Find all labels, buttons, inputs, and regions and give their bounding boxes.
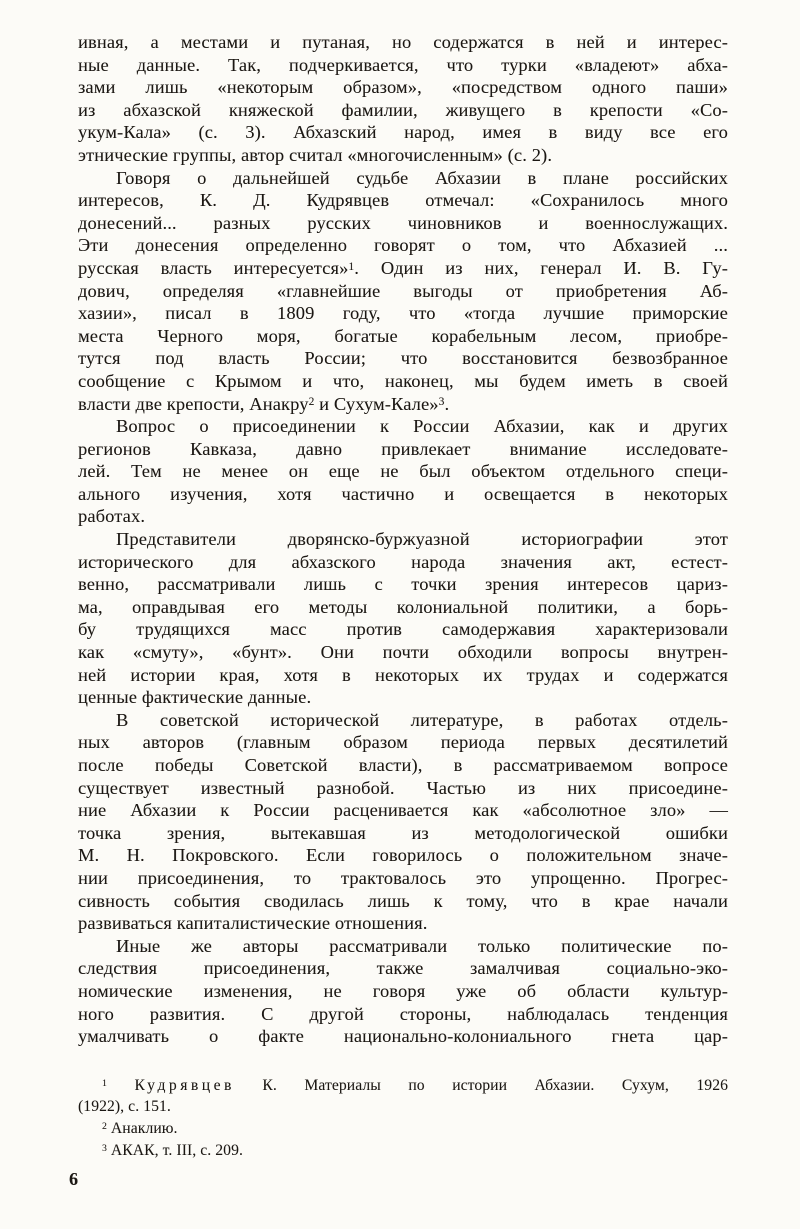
text-segment: (1922), с. 151.: [78, 1098, 171, 1116]
text-line: [78, 438, 728, 461]
text-segment: укум-Кала» (с. 3). Абхазский народ, имея в виду все его: [78, 122, 728, 143]
text-segment: бу трудящихся масс против самодержавия характеризовали: [78, 619, 728, 640]
text-segment: после победы Советской власти), в рассматриваемом вопросе: [78, 755, 728, 775]
text-segment: сообщение с Крымом и что, наконец, мы будем иметь в своей: [78, 370, 728, 391]
text-segment: номические изменения, не говоря уже об области культур-: [78, 980, 728, 1001]
text-line: [78, 641, 728, 664]
text-line: [78, 754, 728, 777]
text-segment: АКАК, т. III, с. 209.: [106, 1141, 243, 1159]
text-line: [78, 302, 728, 325]
text-segment: развиваться капиталистические отношения.: [78, 913, 428, 934]
text-segment: ного развития. С другой стороны, наблюдалась тенденция: [78, 1003, 728, 1024]
text-line: [78, 912, 728, 935]
text-segment: дович, определяя «главнейшие выгоды от приобретения Аб-: [78, 280, 728, 301]
footnotes: [78, 1075, 728, 1161]
body-text: [78, 31, 728, 1048]
text-segment: работах.: [78, 506, 146, 527]
text-segment: ма, оправдывая его методы колониальной политики, а борь-: [78, 596, 728, 617]
text-segment: . Один из них, генерал И. В. Гу-: [354, 257, 728, 278]
text-line: [78, 935, 728, 958]
text-line: [78, 347, 728, 370]
footnote-ref: 1: [102, 1078, 107, 1090]
text-segment: точка зрения, вытекавшая из методологической ошибки: [78, 822, 728, 843]
text-segment: сивность события сводилась лишь к тому, что в крае начали: [78, 890, 728, 911]
page-number: 6: [69, 1169, 78, 1189]
text-line: [78, 1140, 728, 1162]
text-line: [78, 573, 728, 596]
text-line: [78, 686, 728, 709]
text-segment: ней истории края, хотя в некоторых их трудах и содержатся: [78, 664, 728, 685]
text-line: [78, 551, 728, 574]
text-segment: регионов Кавказа, давно привлекает внимание исследовате-: [78, 438, 728, 459]
footnote-ref: 3: [438, 396, 445, 409]
text-segment: Иные же авторы рассматривали только политические по-: [116, 935, 728, 956]
text-line: [78, 280, 728, 303]
text-segment: донесений... разных русских чиновников и военнослужащих.: [78, 212, 728, 233]
footnote-ref: 1: [348, 260, 355, 273]
text-line: [78, 957, 728, 980]
text-segment: умалчивать о факте национально-колониального гнета цар-: [78, 1026, 728, 1047]
text-segment: Анаклию.: [106, 1119, 178, 1137]
text-segment: венно, рассматривали лишь с точки зрения интересов цариз-: [78, 574, 728, 595]
text-line: [78, 709, 728, 732]
text-line: [78, 596, 728, 619]
text-segment: и Сухум-Кале»: [314, 393, 439, 414]
text-line: [78, 618, 728, 641]
text-segment: Эти донесения определенно говорят о том, что Абхазией ...: [78, 235, 728, 256]
text-line: [78, 370, 728, 393]
text-line: [78, 460, 728, 483]
text-segment: Представители дворянско-буржуазной историографии этот: [116, 529, 728, 550]
text-line: [78, 234, 728, 257]
text-segment: нии присоединения, то трактовалось это упрощенно. Прогрес-: [78, 867, 728, 888]
text-line: [78, 76, 728, 99]
text-segment: исторического для абхазского народа значения акт, естест-: [78, 551, 728, 572]
text-segment: тутся под власть России; что восстановится безвозбранное: [78, 348, 728, 369]
text-line: [78, 121, 728, 144]
text-line: [78, 1118, 728, 1140]
footnote-ref: 3: [102, 1142, 107, 1154]
text-segment: лей. Тем не менее он еще не был объектом отдельного специ-: [78, 461, 728, 482]
text-block: [78, 31, 728, 1161]
text-segment: ных авторов (главным образом периода первых десятилетий: [78, 732, 728, 753]
text-segment: этнические группы, автор считал «многочисленным» (с. 2).: [78, 144, 553, 165]
text-line: [78, 890, 728, 913]
text-line: [78, 799, 728, 822]
text-segment: из абхазской княжеской фамилии, живущего в крепости «Со-: [78, 99, 728, 120]
text-line: [78, 483, 728, 506]
text-segment: власти две крепости, Анакру: [78, 393, 309, 414]
text-line: [78, 99, 728, 122]
text-line: [78, 212, 728, 235]
text-line: [78, 1096, 728, 1118]
text-segment: [107, 1077, 135, 1094]
text-segment: следствия присоединения, также замалчивая социально-эко-: [78, 958, 728, 979]
text-segment: Вопрос о присоединении к России Абхазии, как и других: [116, 416, 728, 437]
text-segment: ивная, а местами и путаная, но содержатся в ней и интерес-: [78, 32, 728, 52]
text-line: [78, 1025, 728, 1048]
text-line: [78, 664, 728, 687]
text-line: [78, 822, 728, 845]
text-segment: ального изучения, хотя частично и освещается в некоторых: [78, 483, 728, 504]
text-segment: хазии», писал в 1809 году, что «тогда лучшие приморские: [78, 303, 728, 324]
text-line: [78, 980, 728, 1003]
text-line: [78, 777, 728, 800]
text-segment: существует известный разнобой. Частью из них присоедине-: [78, 777, 728, 798]
text-line: [78, 393, 728, 416]
text-segment: М. Н. Покровского. Если говорилось о положительном значе-: [78, 845, 728, 866]
text-line: [78, 1075, 728, 1097]
text-line: [78, 415, 728, 438]
text-segment: русская власть интересуется»: [78, 257, 349, 278]
text-line: [78, 325, 728, 348]
text-line: [78, 54, 728, 77]
text-segment: ние Абхазии к России расценивается как «абсолютное зло» —: [78, 800, 728, 821]
text-line: [78, 844, 728, 867]
text-line: [78, 528, 728, 551]
text-segment: места Черного моря, богатые корабельным лесом, приобре-: [78, 325, 728, 346]
text-line: [78, 144, 728, 167]
text-segment: как «смуту», «бунт». Они почти обходили вопросы внутрен-: [78, 642, 728, 663]
text-line: [78, 1003, 728, 1026]
text-segment: Говоря о дальнейшей судьбе Абхазии в плане российских: [116, 167, 728, 188]
text-line: [78, 31, 728, 54]
text-line: [78, 257, 728, 280]
text-segment: В советской исторической литературе, в работах отдель-: [116, 709, 728, 730]
text-line: [78, 505, 728, 528]
text-segment: ценные фактические данные.: [78, 687, 312, 708]
text-segment: зами лишь «некоторым образом», «посредством одного паши»: [78, 77, 728, 98]
text-segment: .: [444, 393, 450, 414]
text-segment: К. Материалы по истории Абхазии. Сухум, 1926: [234, 1076, 728, 1094]
text-line: [78, 189, 728, 212]
footnote-ref: 2: [102, 1121, 107, 1133]
text-line: [78, 731, 728, 754]
text-line: [78, 167, 728, 190]
footnote-ref: 2: [308, 396, 315, 409]
text-segment: ные данные. Так, подчеркивается, что турки «владеют» абха-: [78, 54, 728, 75]
text-segment: интересов, К. Д. Кудрявцев отмечал: «Сохранилось много: [78, 190, 728, 211]
text-line: [78, 867, 728, 890]
text-segment: Кудрявцев: [134, 1076, 235, 1094]
